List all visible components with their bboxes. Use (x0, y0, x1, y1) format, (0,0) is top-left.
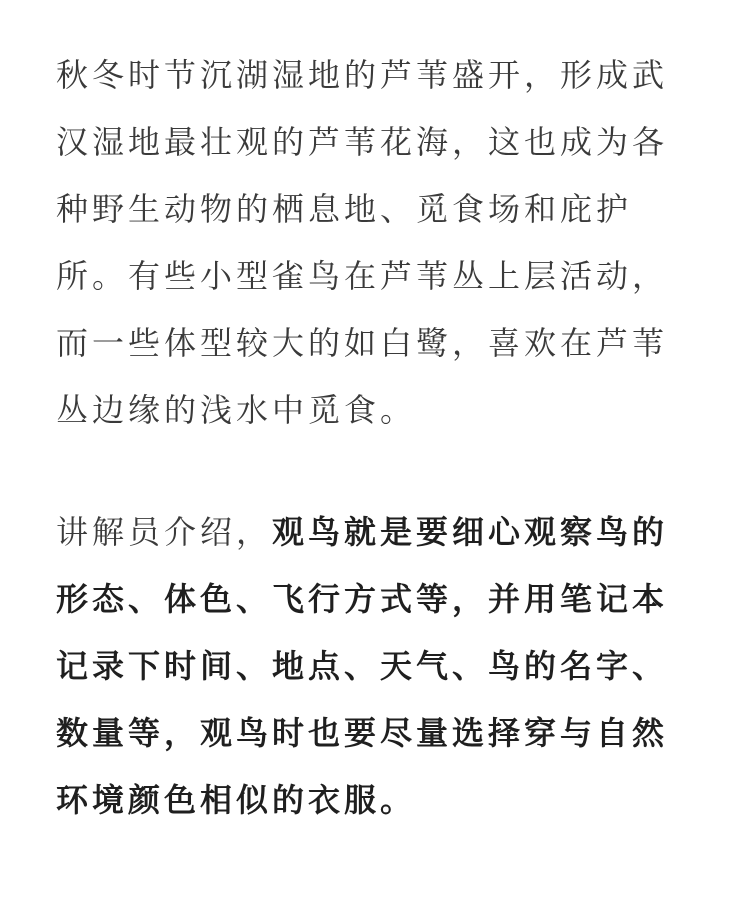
regular-text: 讲解员介绍， (56, 513, 273, 551)
bold-text-line: 环境颜色相似的衣服。 (56, 781, 417, 819)
text-line: 秋冬时节沉湖湿地的芦苇盛开，形成武 (56, 56, 669, 94)
paragraph-reed-wetland (56, 42, 706, 444)
text-line: 所。有些小型雀鸟在芦苇丛上层活动， (56, 257, 669, 295)
bold-text: 观鸟就是要细心观察鸟的 (272, 513, 669, 551)
text-line-mixed (56, 499, 706, 566)
text-line: 丛边缘的浅水中觅食。 (56, 391, 417, 429)
article-body (56, 42, 706, 834)
text-line: 种野生动物的栖息地、觅食场和庇护 (56, 190, 633, 228)
bold-text-line: 形态、体色、飞行方式等，并用笔记本 (56, 580, 669, 618)
bold-text-line: 记录下时间、地点、天气、鸟的名字、 (56, 647, 669, 685)
paragraph-spacer (56, 444, 706, 499)
text-line: 汉湿地最壮观的芦苇花海，这也成为各 (56, 123, 669, 161)
paragraph-birdwatching-tips (56, 499, 706, 834)
text-line: 而一些体型较大的如白鹭，喜欢在芦苇 (56, 324, 669, 362)
bold-text-line: 数量等，观鸟时也要尽量选择穿与自然 (56, 714, 669, 752)
